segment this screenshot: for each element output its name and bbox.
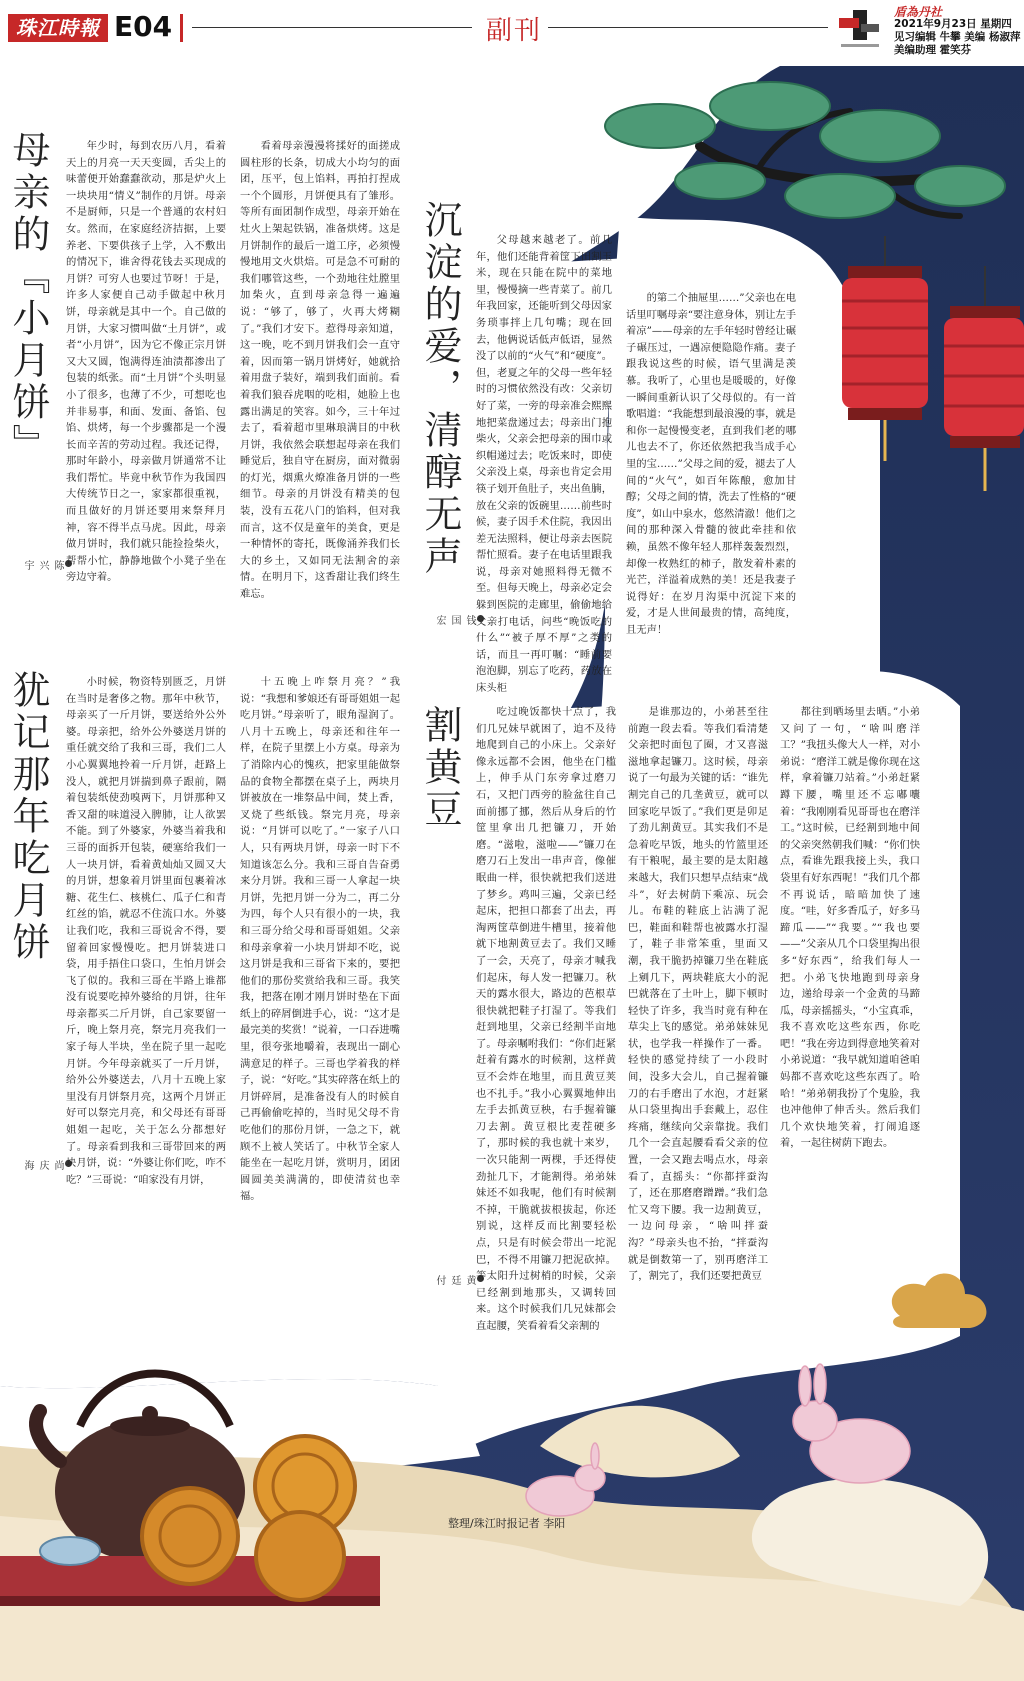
article-column: 是谁那边的，小弟甚至往前跑一段去看。等我们看清楚父亲把时面包了圈，才又喜滋滋地拿起镰刀。这时候，母亲说了一句最为关键的话：“谁先割完自己的几垄黄豆，就可以回家吃早饭了。”我们更是卯足了劲儿割黄豆。其实我们不是急着吃早饭，地头的竹篮里还有干粮呢，最主要的是太阳越来越大，我们只想早点结束“战斗”，好去树荫下乘凉、玩会儿。布鞋的鞋底上沾满了泥巴，鞋面和鞋帮也被露水打湿了，鞋子非常笨重，里面又潮，我干脆扔掉镰刀坐在鞋底上剜几下，两块鞋底大小的泥巴就落在了土叶上，脚下顿时轻快了许多，我当时竟有种在草尖上飞的感觉。弟弟妹妹见状，也学我一样操作了一番。轻快的感觉持续了一小段时间，没多大会儿，自己握着镰刀的右手磨出了水泡，才赶紧从口袋里掏出手套戴上，忍住疼痛，继续向父亲靠拢。我们几个一会直起腰看看父亲的位置，一会又跑去喝点水，母亲看了，直摇头：“你都拌蚕沟了，还在那磨磨蹭蹭。”我们急忙又弯下腰。我一边割黄豆，一边问母亲，“啥叫拌蚕沟？”母亲头也不抬，“拌蚕沟就是倒数第一了，别再磨洋工了，割完了，我们还要把黄豆 — [628, 706, 768, 1283]
article-column: 年少时，每到农历八月，看着天上的月亮一天天变圆，舌尖上的味蕾便开始蠢蠢欲动，那是炉火上一块块用“情义”制作的月饼。母亲不是厨师，只是一个普通的农村妇女。然而，在家庭经济拮据，上要养老、下要供孩子上学，入不敷出的情况下，谁舍得花钱去买现成的月饼？可穷人也要过节呀！于是，许多人家便自己动手做起中秋月饼，母亲就是其中一个。自己做的月饼，大家习惯叫做“土月饼”，或者“小月饼”，因为它不像正宗月饼又大又圆，饱满得连油渍都渗出了包装的纸张。而“土月饼”个头明显小了很多，也薄了不少，可想吃也并非易事，和面、发面、备馅、包馅、烘烤，每一个步骤都是一个漫长而辛苦的劳动过程。我还记得，那时年龄小，母亲做月饼通常不让我们帮忙。毕竟中秋节作为我国四大传统节日之一，家家都很重视，而且做好的月饼还要用来祭拜月神，容不得半点马虎。因此，母亲做月饼时，我们就只能捡捡柴火，帮帮小忙，静静地做个小凳子坐在旁边守着。 — [66, 140, 226, 584]
header-red-bar — [180, 14, 183, 42]
article-author: 钱国宏 — [432, 615, 484, 626]
article-column: 父母越来越老了。前几年，他们还能背着筐下田割玉米，现在只能在院中的菜地里，慢慢摘一些青菜了。前几年我回家，还能听到父母因家务琐事拌上几句嘴；现在回去，他俩说话低声低语，显然没了以前的“火气”和“硬度”。但，老夏之年的父母一些年轻时的习惯依然没有改：父亲切好了菜，一旁的母亲准会熙熙地把菜盘递过去；母亲出门抱柴火，父亲会把母亲的围巾或织帽递过去；吃饭来时，即使父亲没上桌，母亲也肯定会用筷子划开鱼肚子，夹出鱼腩，放在父亲的饭碗里……前些时候，妻子因手术住院，我因出差无法照料，便让母亲去医院帮忙照看。妻子在电话里跟我说，母亲对她照料得无微不至。但每天晚上，母亲必定会躲到医院的走廊里，偷偷地给父亲打电话，问些“晚饭吃的什么”“被子厚不厚”之类的话，而且一再叮嘱：“睡前要泡泡脚，别忘了吃药，药放在床头柜 — [476, 234, 612, 695]
article-title: 母亲的『小月饼』 — [6, 130, 50, 466]
section-title: 副刊 — [486, 16, 543, 46]
article-author: 尚庆海 — [20, 1160, 72, 1171]
page-meta — [894, 18, 1020, 57]
editors-line-2: 美编助理 霍笑芬 — [894, 44, 972, 56]
article-title: 犹记那年吃月饼 — [6, 670, 50, 964]
editor-credit: 整理/珠江时报记者 李阳 — [448, 1517, 566, 1530]
date-line: 2021年9月23日 星期四 — [894, 18, 1012, 30]
article-column: 都往到晒场里去晒。”小弟又问了一句，“啥叫磨洋工？”我扭头像大人一样，对小弟说：“磨洋工就是像你现在这样，拿着镰刀站着。”小弟赶紧蹲下腰，嘴里还不忘嘟囔着：“我刚刚看见哥哥也在磨洋工。”这时候，已经割到地中间的父亲突然朝我们喊：“你们快点，看谁先跟我接上头，我口袋里有好东西呢！”我们几个都不再说话，暗暗加快了速度。“哇，好多香瓜子，好多马蹄瓜——”“我要。”“我也要——”父亲从几个口袋里掏出很多“好东西”，给我们每人一把。小弟飞快地跑到母亲身边，递给母亲一个金黄的马蹄瓜，母亲摇摇头，“小宝真乖，我不喜欢吃这些东西，你吃吧！”我在旁边到得意地笑着对小弟说道：“我早就知道咱爸咱妈都不喜欢吃这些东西了。哈哈！”弟弟朝我扮了个鬼脸，我也冲他伸了伸舌头。然后我们几个欢快地笑着，打闹追逐着，一起往树荫下跑去。 — [780, 706, 920, 1150]
brand-seal-icon — [835, 8, 885, 54]
article-author: 黄廷付 — [432, 1275, 484, 1286]
article-title: 沉淀的爱，清醇无声 — [418, 200, 462, 578]
newspaper-logo: 珠江時報 — [8, 14, 108, 42]
brand-name: 盾為丹社 — [894, 5, 943, 19]
article-column: 看着母亲漫漫将揉好的面搓成圆柱形的长条，切成大小均匀的面团，压平，包上馅料，再拍打捏成一个个圆形，月饼便具有了雏形。等所有面团制作成型，母亲开始在灶火上架起铁锅，准备烘烤。这是月饼制作的最后一道工序，必须慢慢地用文火烘焙。可是急不可耐的我们哪管这些，一个劲地往灶膛里加柴火，直到母亲急得一遍遍说：“够了，够了，火再大烤糊了。”我们才安下。惹得母亲知道，这一晚，吃不到月饼我们会一直守着，因而第一锅月饼烤好，她就拾着用盘子装好，端到我们面前。看着我们狼吞虎咽的吃相，她脸上也露出满足的笑容。如今，三十年过去了，看着超市里琳琅满目的中秋月饼，我依然会联想起母亲在我们睡觉后，独自守在厨房，面对微弱的灯光，烟熏火燎准备月饼的一些细节。母亲的月饼没有精美的包装，没有五花八门的馅料，但对我而言，这不仅是童年的美食，更是一种情怀的寄托，既像涌养我们长大的乡土，又如同无法割舍的亲情。在明月下，这香甜让我们终生难忘。 — [240, 140, 400, 601]
mooncake-icon — [142, 1488, 238, 1584]
article-author: 陈兴宇 — [20, 560, 72, 571]
editors-line-1: 见习编辑 牛攀 美编 杨淑萍 — [894, 31, 1021, 43]
page-number: E04 — [114, 10, 173, 43]
article-column: 吃过晚饭都快十点了，我们几兄妹早就困了，迫不及待地爬到自己的小床上。父亲好像永远都不会困，他坐在门槛上，伸手从门东旁拿过磨刀石，又把门西旁的脸盆往自己面前挪了挪，然后从身后的竹筐里拿出几把镰刀，开始磨。“滋啦，滋啦——”镰刀在磨刀石上发出一串声音，像催眠曲一样，很快就把我们送进了梦乡。鸡叫三遍，父亲已经起床，把担口都套了出去，再淘两筐草倒进牛槽里，接着他就下地割黄豆去了。我们又睡了一会，天亮了，母亲才喊我们起床，每人发一把镰刀。秋天的露水很大，路边的芭根草很快就把鞋子打湿了。等我们赶到地里，父亲已经割半亩地了。母亲嘱咐我们：“你们赶紧赶着有露水的时候割，这样黄豆不会炸在地里，而且黄豆荚也不扎手。”我小心翼翼地伸出左手去抓黄豆秧，右手握着镰刀去割。黄豆根比麦茬硬多了，那时候的我也就十来岁，一次只能割一两棵，手还得使劲扯几下，才能割得。弟弟妹妹还不如我呢，他们有时候割不掉，干脆就拔根拔起，你还别说，这样反而比割要轻松点，只是有时候会带出一坨泥巴，不得不用镰刀把泥砍掉。等太阳升过树梢的时候，父亲已经割到地那头，又调转回来。这个时候我们几兄妹都会直起腰，笑看着看父亲割的 — [476, 706, 616, 1332]
article-column: 小时候，物资特别匮乏，月饼在当时是奢侈之物。那年中秋节，母亲买了一斤月饼，要送给外公外婆。母亲把，给外公外婆送月饼的重任就交给了我和三哥，我们二人小心翼翼地拎着一斤月饼，赶路上没人，就把月饼揣到鼻子跟前，隔着包装纸使劲嗅两下，月饼那种又香又甜的味道浸入脾肺，让人欲罢不能。到了外婆家，外婆当着我和三哥的面拆开包装，硬塞给我们一人一块月饼，看着黄灿灿又圆又大的月饼，想象着月饼里面包裹着冰糖、花生仁、核桃仁、瓜子仁和青红丝的馅，就忍不住流口水。外婆让我们吃，我和三哥说舍不得，要留着回家慢慢吃。把月饼装进口袋，用手捂住口袋口，生怕月饼会飞了似的。我和三哥在半路上谁都没有说要吃掉外婆给的月饼，往年母亲都买二斤月饼，自己家要留一斤，晚上祭月亮，祭完月亮我们一家子每人半块，坐在院子里一起吃月饼。今年母亲就买了一斤月饼，给外公外婆送去，八月十五晚上家里没有月饼祭月亮，这两个月饼正好可以祭完月亮，和父母还有哥哥姐姐一起吃，关于怎么分都想好了。母亲看到我和三哥带回来的两块月饼，说：“外婆让你们吃，咋不吃？”三哥说：“咱家没有月饼， — [66, 676, 226, 1186]
article-column: 十五晚上咋祭月亮？”我说：“我想和爹娘还有哥哥姐姐一起吃月饼。”母亲听了，眼角湿润了。八月十五晚上，母亲还和往年一样，在院子里摆上小方桌。母亲为了消除内心的愧疚，把家里能做祭品的食物全都摆在桌子上，两块月饼被放在一堆祭品中间，焚上香，叉烧了些纸钱。祭完月亮，母亲说：“月饼可以吃了。”一家子八口人，只有两块月饼，母亲一时下不知道该怎么分。我和三哥自告奋勇来分月饼。我和三哥一人拿起一块月饼，先把月饼一分为二，再二分为四，每个人只有很小的一块，我和三哥分给父母和哥哥姐姐。父亲和母亲拿着一小块月饼却不吃，说这月饼是我和三哥省下来的，要把他们的那份奖赏给我和三哥。我笑我，把落在刚才刚月饼时垫在下面纸上的碎屑倒进手心，说：“这才是最完美的奖赏！”说着，一口吞进嘴里，很夸张地嚼着，表现出一副心满意足的样子。三哥也学着我的样子，说：“好吃。”其实碎落在纸上的月饼碎屑，是准备没有人的时候自己再偷偷吃掉的，当时见父母不肯吃他们的那份月饼，一急之下，就顾不上被人笑话了。中秋节全家人能坐在一起吃月饼，赏明月，团团圆圆美美满满的，即使清贫也幸福。 — [240, 676, 400, 1203]
article-title: 割黄豆 — [418, 705, 462, 831]
page-header — [0, 0, 1024, 62]
header-rule-left — [192, 27, 472, 28]
article-column: 的第二个抽屉里……”父亲也在电话里叮嘱母亲“要注意身体，别让左手着凉”——母亲的左手年轻时曾经让碾子碾压过，一遇凉便隐隐作痛。妻子跟我说这些的时候，语气里满是羡慕。我听了，心里也是暖暖的，好像一瞬间重新认识了父母似的。有一首歌唱道：“我能想到最浪漫的事，就是和你一起慢慢变老，直到我们老的哪儿也去不了，你还依然把我当成手心里的宝……”父母之间的爱，褪去了人间的“火气”，如百年陈酿，愈加甘醇；父母之间的情，洗去了性格的“硬度”，如山中泉水，悠然清澈！他们之间的那种深入骨髓的彼此牵挂和依赖，虽然不像年轻人那样轰轰烈烈，却像一枚熟红的柿子，散发着朴素的光芒，洋溢着成熟的美！还是我妻子说得好：在岁月沟渠中沉淀下来的爱，才是人世间最贵的情，高纯度，且无声！ — [626, 292, 797, 636]
header-rule-right — [548, 27, 828, 28]
mooncake-icon — [256, 1512, 344, 1600]
